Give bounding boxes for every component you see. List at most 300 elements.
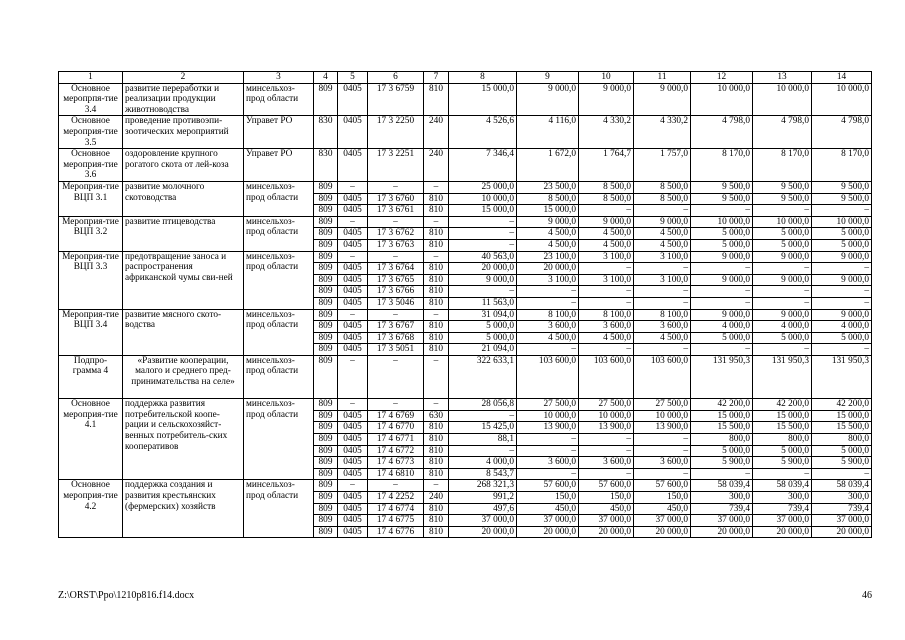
value-cell: 17 3 2251 [368, 149, 424, 182]
value-cell: 300,0 [812, 492, 872, 504]
value-cell: 8 100,0 [579, 309, 634, 321]
value-cell: 0405 [338, 116, 368, 149]
value-cell: 9 500,0 [753, 193, 812, 205]
value-cell: 9 000,0 [753, 309, 812, 321]
value-cell: – [424, 251, 449, 263]
value-cell: 810 [424, 457, 449, 469]
value-cell: 10 000,0 [691, 83, 753, 116]
group-organization-cell: минсельхоз-прод области [244, 83, 314, 116]
value-cell: 300,0 [753, 492, 812, 504]
value-cell: 810 [424, 515, 449, 527]
value-cell: 810 [424, 422, 449, 434]
group-label-cell: Мероприя-тие ВЦП 3.3 [59, 251, 123, 309]
value-cell: 21 094,0 [449, 344, 517, 356]
value-cell: – [424, 355, 449, 398]
group-organization-cell: минсельхоз-прод области [244, 181, 314, 216]
value-cell: – [449, 228, 517, 240]
group-description-cell: развитие переработки и реализации продукции животноводства [123, 83, 244, 116]
value-cell: – [579, 263, 634, 275]
value-cell: 809 [314, 492, 338, 504]
value-cell: – [517, 434, 579, 446]
group-description-cell: развитие мясного ското-водства [123, 309, 244, 355]
group-organization-cell: минсельхоз-прод области [244, 355, 314, 398]
value-cell: 17 3 6760 [368, 193, 424, 205]
value-cell: 0405 [338, 434, 368, 446]
value-cell: 15 000,0 [753, 410, 812, 422]
value-cell: 830 [314, 149, 338, 182]
value-cell: 3 100,0 [634, 251, 691, 263]
header-row [59, 72, 872, 84]
value-cell: 809 [314, 309, 338, 321]
program-table [58, 71, 872, 538]
value-cell: 5 000,0 [691, 445, 753, 457]
value-cell: – [579, 286, 634, 298]
value-cell: 9 500,0 [753, 181, 812, 193]
value-cell: 15 000,0 [449, 205, 517, 217]
value-cell: 9 000,0 [753, 274, 812, 286]
value-cell: 809 [314, 468, 338, 480]
value-cell: 3 100,0 [517, 274, 579, 286]
value-cell: 9 000,0 [517, 83, 579, 116]
value-cell: 810 [424, 503, 449, 515]
value-cell: 20 000,0 [634, 526, 691, 538]
value-cell: 9 000,0 [753, 251, 812, 263]
value-cell: 268 321,3 [449, 480, 517, 492]
value-cell: 0405 [338, 193, 368, 205]
value-cell: 20 000,0 [579, 526, 634, 538]
value-cell: – [812, 205, 872, 217]
value-cell: 810 [424, 228, 449, 240]
value-cell: 0405 [338, 149, 368, 182]
value-cell: 20 000,0 [449, 263, 517, 275]
value-cell: 9 000,0 [691, 309, 753, 321]
value-cell: 809 [314, 205, 338, 217]
value-cell: 8 500,0 [634, 193, 691, 205]
value-cell: 17 4 6776 [368, 526, 424, 538]
value-cell: – [449, 445, 517, 457]
value-cell: 810 [424, 263, 449, 275]
value-cell: 17 3 6768 [368, 332, 424, 344]
value-cell: 11 563,0 [449, 297, 517, 309]
value-cell: 58 039,4 [812, 480, 872, 492]
value-cell: 15 000,0 [691, 410, 753, 422]
value-cell: – [634, 434, 691, 446]
table-row [59, 251, 872, 263]
value-cell: 17 3 2250 [368, 116, 424, 149]
table-row [59, 181, 872, 193]
value-cell: – [338, 309, 368, 321]
header-cell: 1 [59, 72, 123, 84]
value-cell: – [812, 468, 872, 480]
value-cell: 9 000,0 [634, 216, 691, 228]
value-cell: 9 500,0 [691, 181, 753, 193]
value-cell: 0405 [338, 239, 368, 251]
value-cell: 4 526,6 [449, 116, 517, 149]
value-cell: 4 500,0 [634, 228, 691, 240]
value-cell: – [368, 181, 424, 193]
value-cell: 810 [424, 526, 449, 538]
value-cell: 810 [424, 239, 449, 251]
value-cell: 10 000,0 [517, 410, 579, 422]
table-row [59, 83, 872, 116]
value-cell: 9 000,0 [579, 83, 634, 116]
value-cell: 809 [314, 251, 338, 263]
value-cell: – [424, 181, 449, 193]
value-cell: 15 500,0 [753, 422, 812, 434]
value-cell: – [579, 468, 634, 480]
footer-file-path: Z:\ORST\Ppo\1210p816.f14.docx [58, 590, 195, 601]
value-cell: 450,0 [517, 503, 579, 515]
value-cell: 8 100,0 [634, 309, 691, 321]
value-cell: 809 [314, 83, 338, 116]
value-cell: 150,0 [517, 492, 579, 504]
group-organization-cell: минсельхоз-прод области [244, 309, 314, 355]
value-cell: 150,0 [579, 492, 634, 504]
value-cell: 0405 [338, 274, 368, 286]
value-cell: 5 000,0 [691, 239, 753, 251]
value-cell: 4 798,0 [691, 116, 753, 149]
value-cell: 3 600,0 [634, 321, 691, 333]
value-cell: 27 500,0 [579, 399, 634, 411]
value-cell: – [691, 263, 753, 275]
value-cell: 4 330,2 [579, 116, 634, 149]
group-description-cell: развитие молочного скотоводства [123, 181, 244, 216]
value-cell: – [634, 263, 691, 275]
value-cell: 150,0 [634, 492, 691, 504]
value-cell: 5 000,0 [449, 332, 517, 344]
group-organization-cell: минсельхоз-прод области [244, 216, 314, 251]
value-cell: 4 500,0 [579, 228, 634, 240]
value-cell: 13 900,0 [634, 422, 691, 434]
value-cell: – [579, 297, 634, 309]
value-cell: 809 [314, 321, 338, 333]
value-cell: 809 [314, 193, 338, 205]
value-cell: – [424, 309, 449, 321]
value-cell: – [449, 239, 517, 251]
value-cell: 800,0 [691, 434, 753, 446]
group-label-cell: Мероприя-тие ВЦП 3.1 [59, 181, 123, 216]
value-cell: 103 600,0 [634, 355, 691, 398]
value-cell: 5 000,0 [691, 332, 753, 344]
value-cell: 37 000,0 [691, 515, 753, 527]
value-cell: 0405 [338, 321, 368, 333]
value-cell: – [691, 468, 753, 480]
value-cell: 103 600,0 [517, 355, 579, 398]
value-cell: 810 [424, 286, 449, 298]
value-cell: 131 950,3 [812, 355, 872, 398]
table-row [59, 216, 872, 228]
value-cell: – [579, 205, 634, 217]
value-cell: 810 [424, 297, 449, 309]
value-cell: – [812, 344, 872, 356]
value-cell: 27 500,0 [517, 399, 579, 411]
value-cell: – [634, 445, 691, 457]
value-cell: 37 000,0 [753, 515, 812, 527]
value-cell: – [424, 480, 449, 492]
value-cell: 42 200,0 [753, 399, 812, 411]
value-cell: 10 000,0 [753, 216, 812, 228]
value-cell: 31 094,0 [449, 309, 517, 321]
group-label-cell: Мероприя-тие ВЦП 3.2 [59, 216, 123, 251]
value-cell: 5 000,0 [812, 445, 872, 457]
value-cell: 17 3 6759 [368, 83, 424, 116]
group-label-cell: Мероприя-тие ВЦП 3.4 [59, 309, 123, 355]
value-cell: 4 500,0 [517, 239, 579, 251]
group-label-cell: Основное мероприя-тие 4.1 [59, 399, 123, 480]
group-label-cell: Основное мероприя-тие 3.5 [59, 116, 123, 149]
value-cell: 23 100,0 [517, 251, 579, 263]
group-label-cell: Основное мероприя-тие 3.6 [59, 149, 123, 182]
value-cell: 810 [424, 468, 449, 480]
value-cell: 0405 [338, 286, 368, 298]
header-cell: 13 [753, 72, 812, 84]
group-description-cell: предотвращение заноса и распространения африканской чумы сви-ней [123, 251, 244, 309]
value-cell: – [517, 297, 579, 309]
value-cell: 13 900,0 [579, 422, 634, 434]
value-cell: 810 [424, 332, 449, 344]
value-cell: 0405 [338, 410, 368, 422]
value-cell: 9 000,0 [812, 251, 872, 263]
value-cell: 809 [314, 286, 338, 298]
value-cell: – [338, 251, 368, 263]
value-cell: 0405 [338, 492, 368, 504]
value-cell: 9 500,0 [812, 193, 872, 205]
group-description-cell: поддержка создания и развития крестьянских (фермерских) хозяйств [123, 480, 244, 538]
value-cell: – [449, 216, 517, 228]
value-cell: 5 000,0 [812, 228, 872, 240]
value-cell: 37 000,0 [634, 515, 691, 527]
value-cell: 630 [424, 410, 449, 422]
value-cell: – [368, 216, 424, 228]
value-cell: – [634, 205, 691, 217]
value-cell: 37 000,0 [579, 515, 634, 527]
value-cell: 809 [314, 181, 338, 193]
value-cell: 58 039,4 [691, 480, 753, 492]
group-organization-cell: Управет РО [244, 149, 314, 182]
table-row [59, 149, 872, 182]
value-cell: 4 798,0 [753, 116, 812, 149]
value-cell: 5 000,0 [691, 228, 753, 240]
value-cell: 809 [314, 263, 338, 275]
group-label-cell: Основное меропрпя-тие 3.4 [59, 83, 123, 116]
value-cell: 450,0 [634, 503, 691, 515]
table-body [59, 72, 872, 538]
value-cell: 42 200,0 [691, 399, 753, 411]
value-cell: 3 600,0 [517, 321, 579, 333]
value-cell: 57 600,0 [634, 480, 691, 492]
value-cell: 0405 [338, 468, 368, 480]
table-row [59, 116, 872, 149]
value-cell: 810 [424, 321, 449, 333]
value-cell: 0405 [338, 332, 368, 344]
value-cell: 4 500,0 [634, 332, 691, 344]
value-cell: 5 000,0 [753, 239, 812, 251]
value-cell: – [691, 297, 753, 309]
value-cell: 8 500,0 [517, 193, 579, 205]
value-cell: – [424, 399, 449, 411]
value-cell: 131 950,3 [691, 355, 753, 398]
value-cell: 9 000,0 [691, 274, 753, 286]
value-cell: 4 000,0 [812, 321, 872, 333]
value-cell: 37 000,0 [517, 515, 579, 527]
group-description-cell: проведение противоэпи-зоотических мероприятий [123, 116, 244, 149]
value-cell: 5 900,0 [691, 457, 753, 469]
header-cell: 8 [449, 72, 517, 84]
value-cell: – [517, 445, 579, 457]
value-cell: 5 000,0 [753, 332, 812, 344]
value-cell: 8 100,0 [517, 309, 579, 321]
group-description-cell: оздоровление крупного рогатого скота от лей-коза [123, 149, 244, 182]
value-cell: 4 000,0 [691, 321, 753, 333]
value-cell: – [579, 344, 634, 356]
value-cell: 9 000,0 [517, 216, 579, 228]
value-cell: 17 3 6762 [368, 228, 424, 240]
value-cell: 9 500,0 [691, 193, 753, 205]
value-cell: 8 170,0 [753, 149, 812, 182]
value-cell: 3 600,0 [579, 457, 634, 469]
value-cell: 9 000,0 [691, 251, 753, 263]
value-cell: 15 000,0 [517, 205, 579, 217]
value-cell: 809 [314, 434, 338, 446]
group-organization-cell: минсельхоз-прод области [244, 399, 314, 480]
value-cell: 8 500,0 [579, 193, 634, 205]
value-cell: 4 500,0 [517, 332, 579, 344]
value-cell: 739,4 [753, 503, 812, 515]
value-cell: 15 000,0 [449, 83, 517, 116]
value-cell: – [449, 410, 517, 422]
value-cell: 240 [424, 149, 449, 182]
value-cell: – [338, 181, 368, 193]
value-cell: 8 170,0 [691, 149, 753, 182]
value-cell: – [338, 399, 368, 411]
value-cell: 991,2 [449, 492, 517, 504]
value-cell: 0405 [338, 297, 368, 309]
header-cell: 7 [424, 72, 449, 84]
value-cell: 88,1 [449, 434, 517, 446]
value-cell: 37 000,0 [449, 515, 517, 527]
value-cell: 1 764,7 [579, 149, 634, 182]
value-cell: 0405 [338, 228, 368, 240]
value-cell: 9 000,0 [634, 83, 691, 116]
value-cell: 800,0 [753, 434, 812, 446]
value-cell: 240 [424, 116, 449, 149]
table-row [59, 309, 872, 321]
value-cell: – [517, 468, 579, 480]
value-cell: 450,0 [579, 503, 634, 515]
value-cell: – [753, 468, 812, 480]
value-cell: 15 000,0 [812, 410, 872, 422]
value-cell: 27 500,0 [634, 399, 691, 411]
value-cell: 20 000,0 [812, 526, 872, 538]
value-cell: 7 346,4 [449, 149, 517, 182]
value-cell: 17 3 6761 [368, 205, 424, 217]
header-cell: 11 [634, 72, 691, 84]
value-cell: 17 4 6771 [368, 434, 424, 446]
value-cell: 810 [424, 434, 449, 446]
footer-page-number: 46 [862, 590, 872, 601]
value-cell: 809 [314, 274, 338, 286]
value-cell: 20 000,0 [449, 526, 517, 538]
value-cell: 5 900,0 [812, 457, 872, 469]
value-cell: 809 [314, 239, 338, 251]
header-cell: 9 [517, 72, 579, 84]
value-cell: 5 000,0 [812, 239, 872, 251]
value-cell: 3 600,0 [517, 457, 579, 469]
table-row [59, 355, 872, 398]
header-cell: 12 [691, 72, 753, 84]
value-cell: – [634, 297, 691, 309]
value-cell: 4 330,2 [634, 116, 691, 149]
value-cell: – [634, 286, 691, 298]
value-cell: 17 4 6774 [368, 503, 424, 515]
group-label-cell: Основное мероприя-тие 4.2 [59, 480, 123, 538]
value-cell: 809 [314, 515, 338, 527]
value-cell: – [579, 445, 634, 457]
value-cell: 809 [314, 344, 338, 356]
value-cell: 17 4 6770 [368, 422, 424, 434]
value-cell: 809 [314, 422, 338, 434]
value-cell: 0405 [338, 205, 368, 217]
value-cell: 3 100,0 [634, 274, 691, 286]
value-cell: 809 [314, 526, 338, 538]
table-row [59, 399, 872, 411]
value-cell: 8 170,0 [812, 149, 872, 182]
header-cell: 14 [812, 72, 872, 84]
value-cell: 3 100,0 [579, 274, 634, 286]
value-cell: – [368, 251, 424, 263]
group-label-cell: Подпро-грамма 4 [59, 355, 123, 398]
value-cell: 10 000,0 [579, 410, 634, 422]
value-cell: 4 000,0 [753, 321, 812, 333]
value-cell: 13 900,0 [517, 422, 579, 434]
value-cell: 25 000,0 [449, 181, 517, 193]
value-cell: 17 4 6810 [368, 468, 424, 480]
value-cell: 17 3 6766 [368, 286, 424, 298]
header-cell: 3 [244, 72, 314, 84]
group-organization-cell: минсельхоз-прод области [244, 251, 314, 309]
value-cell: – [368, 399, 424, 411]
header-cell: 4 [314, 72, 338, 84]
value-cell: 5 000,0 [753, 228, 812, 240]
header-cell: 2 [123, 72, 244, 84]
value-cell: 8 500,0 [634, 181, 691, 193]
value-cell: 809 [314, 332, 338, 344]
value-cell: 810 [424, 344, 449, 356]
header-cell: 5 [338, 72, 368, 84]
value-cell: – [812, 263, 872, 275]
value-cell: 20 000,0 [517, 263, 579, 275]
value-cell: 809 [314, 457, 338, 469]
value-cell: 0405 [338, 457, 368, 469]
value-cell: 322 633,1 [449, 355, 517, 398]
value-cell: – [338, 480, 368, 492]
value-cell: 800,0 [812, 434, 872, 446]
value-cell: 17 3 5051 [368, 344, 424, 356]
value-cell: 809 [314, 228, 338, 240]
value-cell: 739,4 [691, 503, 753, 515]
value-cell: 300,0 [691, 492, 753, 504]
value-cell: 739,4 [812, 503, 872, 515]
group-organization-cell: минсельхоз-прод области [244, 480, 314, 538]
value-cell: – [753, 286, 812, 298]
value-cell: 1 757,0 [634, 149, 691, 182]
value-cell: 37 000,0 [812, 515, 872, 527]
value-cell: – [368, 355, 424, 398]
value-cell: – [753, 205, 812, 217]
value-cell: – [368, 480, 424, 492]
value-cell: 0405 [338, 503, 368, 515]
value-cell: 809 [314, 297, 338, 309]
